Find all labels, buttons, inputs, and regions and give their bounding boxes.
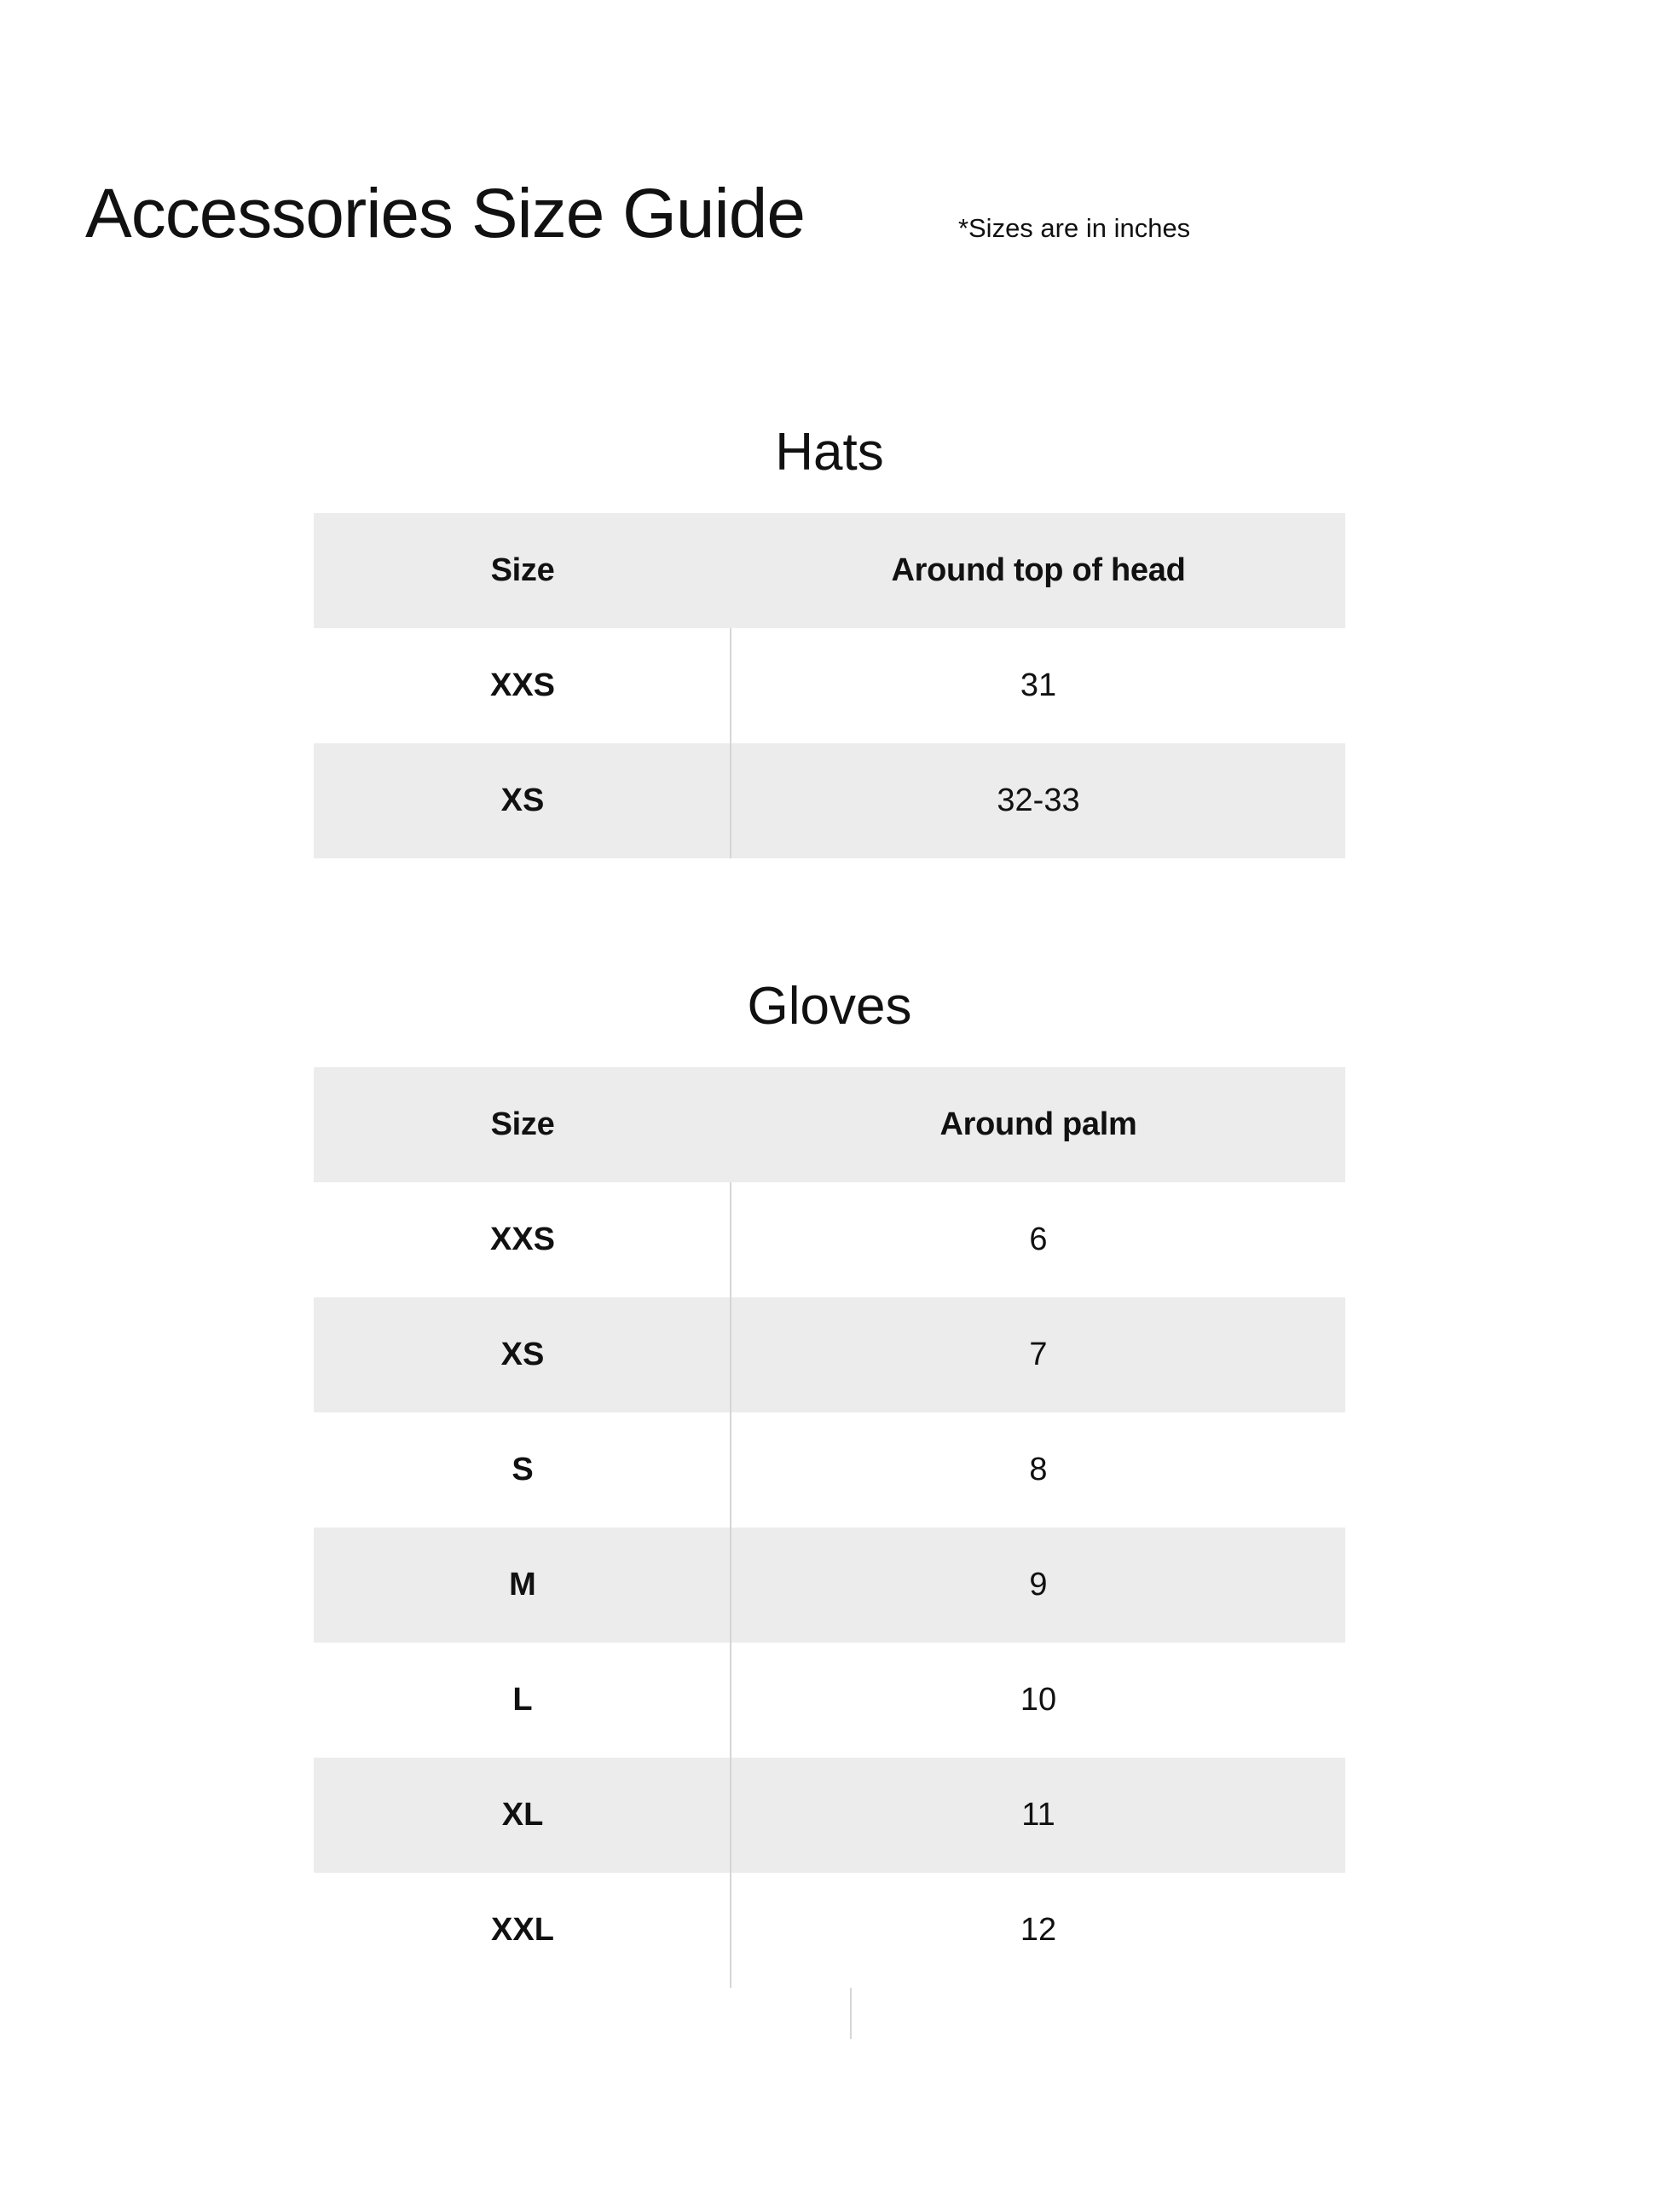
cell-measurement: 9 — [1029, 1567, 1048, 1603]
table-row — [314, 1412, 1345, 1528]
section-title-gloves: Gloves — [747, 977, 912, 1036]
cell-size: XL — [314, 1758, 731, 1873]
cell-size: XS — [314, 743, 731, 858]
gloves-size-table — [314, 1067, 1345, 1988]
column-header-size: Size — [490, 1106, 555, 1142]
column-header-size: Size — [490, 552, 555, 588]
cell-measurement: 11 — [1021, 1797, 1055, 1833]
table-row — [314, 1182, 1345, 1297]
table-row — [314, 1528, 1345, 1643]
cell-measurement: 31 — [1020, 667, 1057, 703]
cell-size: XXS — [314, 1182, 731, 1297]
cell-measurement: 7 — [1029, 1337, 1048, 1372]
table-row — [314, 1873, 1345, 1988]
table-row — [314, 1297, 1345, 1412]
cell-measurement: 10 — [1020, 1682, 1057, 1718]
table-row — [314, 628, 1345, 743]
cell-measurement: 6 — [1029, 1222, 1048, 1257]
table-header-row — [314, 1067, 1345, 1182]
hats-size-table — [314, 513, 1345, 858]
column-header-measurement: Around top of head — [891, 552, 1186, 588]
cell-measurement: 12 — [1020, 1912, 1057, 1948]
cell-size: XXL — [314, 1873, 731, 1988]
cell-measurement: 8 — [1029, 1452, 1048, 1487]
cell-size: XS — [314, 1297, 731, 1412]
cell-measurement: 32-33 — [997, 783, 1080, 818]
section-title-hats: Hats — [775, 423, 884, 482]
units-note: *Sizes are in inches — [957, 213, 1191, 243]
table-row — [314, 743, 1345, 858]
table-row — [314, 1758, 1345, 1873]
table-header-row — [314, 513, 1345, 628]
page-header — [85, 175, 1574, 252]
column-divider-tail — [850, 1988, 852, 2039]
table-row — [314, 1643, 1345, 1758]
cell-size: L — [314, 1643, 731, 1758]
column-header-measurement: Around palm — [939, 1106, 1137, 1142]
cell-size: S — [314, 1412, 731, 1528]
section-hats — [0, 423, 1659, 858]
section-gloves — [0, 977, 1659, 1988]
cell-size: XXS — [314, 628, 731, 743]
cell-size: M — [314, 1528, 731, 1643]
page-title: Accessories Size Guide — [85, 175, 805, 252]
